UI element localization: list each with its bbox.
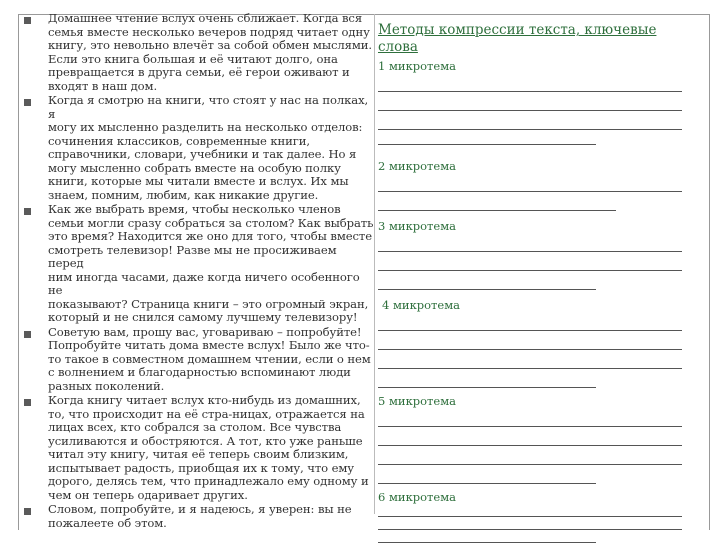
answer-line[interactable] [378,173,682,192]
answer-line[interactable] [378,504,682,517]
paragraph-text: Домашнее чтение вслух очень сближает. Когда вся семья вместе несколько вечеров подряд читает одну книгу, это невольно влечёт за собой обмен мыслями. Если это книга большая и её читают долго, она превращается в друга семьи, её герои оживают и входят в наш дом. [48,11,372,93]
bullet-icon [24,208,31,215]
bullet-icon [24,508,31,515]
microtopic-label: 6 микротема [378,490,457,504]
worksheet-title: Методы компрессии текста, ключевые слова [378,22,657,55]
answer-line[interactable] [378,233,682,252]
answer-line[interactable] [378,427,682,446]
paragraph-5 [22,394,374,502]
microtopic-2 [378,159,682,211]
microtopic-4 [378,298,682,388]
answer-line[interactable] [378,111,682,130]
paragraph-4 [22,326,374,394]
paragraph-1 [22,12,374,93]
microtopic-label: 2 микротема [378,159,457,173]
answer-line[interactable] [378,350,682,369]
answer-line[interactable] [378,192,616,211]
reading-text-column [22,12,374,530]
paragraph-text: Когда я смотрю на книги, что стоят у нас на полках, я могу их мысленно разделить на несколько отделов: сочинения классиков, современные книги, справочники, словари, учебники и так далее. Но я могу мысленно собрать вместе на особую полку книги, которые мы читали вместе и вслух. Их мы знаем, помним, любим, как никакие другие. [48,93,369,202]
answer-line[interactable] [378,408,682,427]
worksheet-column [378,22,682,543]
paragraph-text: Как же выбрать время, чтобы несколько членов семьи могли сразу собраться за столом? Как выбрать это время? Находится же оно для того, чтобы вместе смотреть телевизор! Разве мы не просиживаем перед ним иногда часами, даже когда ничего особенного не показывают? Страница книги – это огромный экран, который и не снился самому лучшему телевизору! [48,202,374,324]
answer-line[interactable] [378,312,682,331]
paragraph-text: Советую вам, прошу вас, уговариваю – попробуйте! Попробуйте читать дома вместе вслух! Было же что- то такое в совместном домашнем чтении, если о нем с волнением и благодарностью вспоминают люди разных поколений. [48,324,371,393]
answer-line[interactable] [378,130,596,145]
answer-line[interactable] [378,530,596,543]
microtopic-label: 4 микротема [382,298,461,312]
answer-line[interactable] [378,465,596,484]
microtopic-label: 1 микротема [378,59,457,73]
bullet-icon [24,331,31,338]
microtopic-label: 5 микротема [378,394,457,408]
paragraph-text: Когда книгу читает вслух кто-нибудь из домашних, то, что происходит на её стра-ницах, отражается на лицах всех, кто собрался за столом. Все чувства усиливаются и обостряются. А тот, кто уже раньше читал эту книгу, читая её теперь своим близким, испытывает радость, приобщая их к тому, что ему дорого, делясь тем, что принадлежало ему одному и чем он теперь одаривает других. [48,393,369,502]
answer-line[interactable] [378,92,682,111]
bullet-icon [24,17,31,24]
bullet-icon [24,399,31,406]
microtopic-3 [378,219,682,290]
paragraph-3 [22,203,374,325]
answer-line[interactable] [378,73,682,92]
answer-line[interactable] [378,252,682,271]
microtopic-5 [378,394,682,484]
bullet-icon [24,99,31,106]
microtopic-1 [378,59,682,145]
microtopic-label: 3 микротема [378,219,457,233]
paragraph-6 [22,503,374,530]
answer-line[interactable] [378,446,682,465]
answer-line[interactable] [378,517,682,530]
answer-line[interactable] [378,271,596,290]
paragraph-text: Словом, попробуйте, и я надеюсь, я уверен: вы не пожалеете об этом. [48,502,352,530]
column-separator [374,14,375,514]
answer-line[interactable] [378,369,596,388]
microtopic-6 [378,490,682,543]
paragraph-2 [22,94,374,202]
answer-line[interactable] [378,331,682,350]
